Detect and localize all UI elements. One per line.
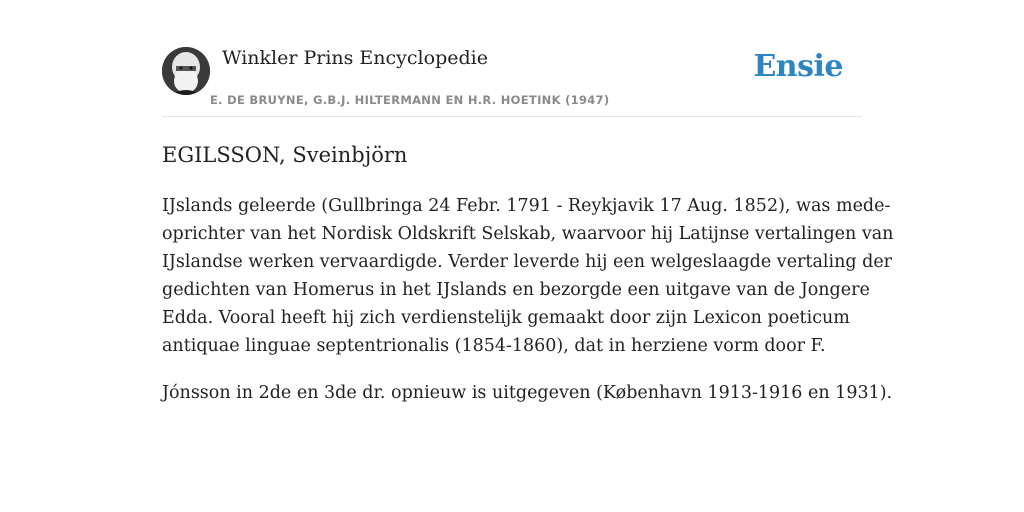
entry-paragraph-1 [162, 192, 894, 360]
paragraph-line: gedichten van Homerus in het IJslands en bezorgde een uitgave van de Jongere [162, 280, 870, 300]
source-authors: E. DE BRUYNE, G.B.J. HILTERMANN EN H.R. HOETINK (1947) [210, 93, 610, 107]
brand-logo[interactable]: Ensie [753, 49, 843, 84]
paragraph-line: IJslands geleerde (Gullbringa 24 Febr. 1791 - Reykjavik 17 Aug. 1852), was mede- [162, 196, 891, 216]
paragraph-line: Jónsson in 2de en 3de dr. opnieuw is uitgegeven (København 1913-1916 en 1931). [162, 383, 893, 403]
entry-paragraph-2 [162, 379, 893, 407]
paragraph-line: IJslandse werken vervaardigde. Verder leverde hij een welgeslaagde vertaling der [162, 252, 893, 272]
entry-title: EGILSSON, Sveinbjörn [162, 143, 408, 167]
source-header [162, 46, 862, 117]
paragraph-line: oprichter van het Nordisk Oldskrift Selskab, waarvoor hij Latijnse vertalingen van [162, 224, 894, 244]
source-title[interactable]: Winkler Prins Encyclopedie [222, 47, 488, 69]
paragraph-line: antiquae linguae septentrionalis (1854-1860), dat in herziene vorm door F. [162, 336, 826, 356]
paragraph-line: Edda. Vooral heeft hij zich verdienstelijk gemaakt door zijn Lexicon poeticum [162, 308, 850, 328]
author-portrait-icon[interactable] [162, 47, 210, 95]
entry-body [162, 192, 894, 426]
